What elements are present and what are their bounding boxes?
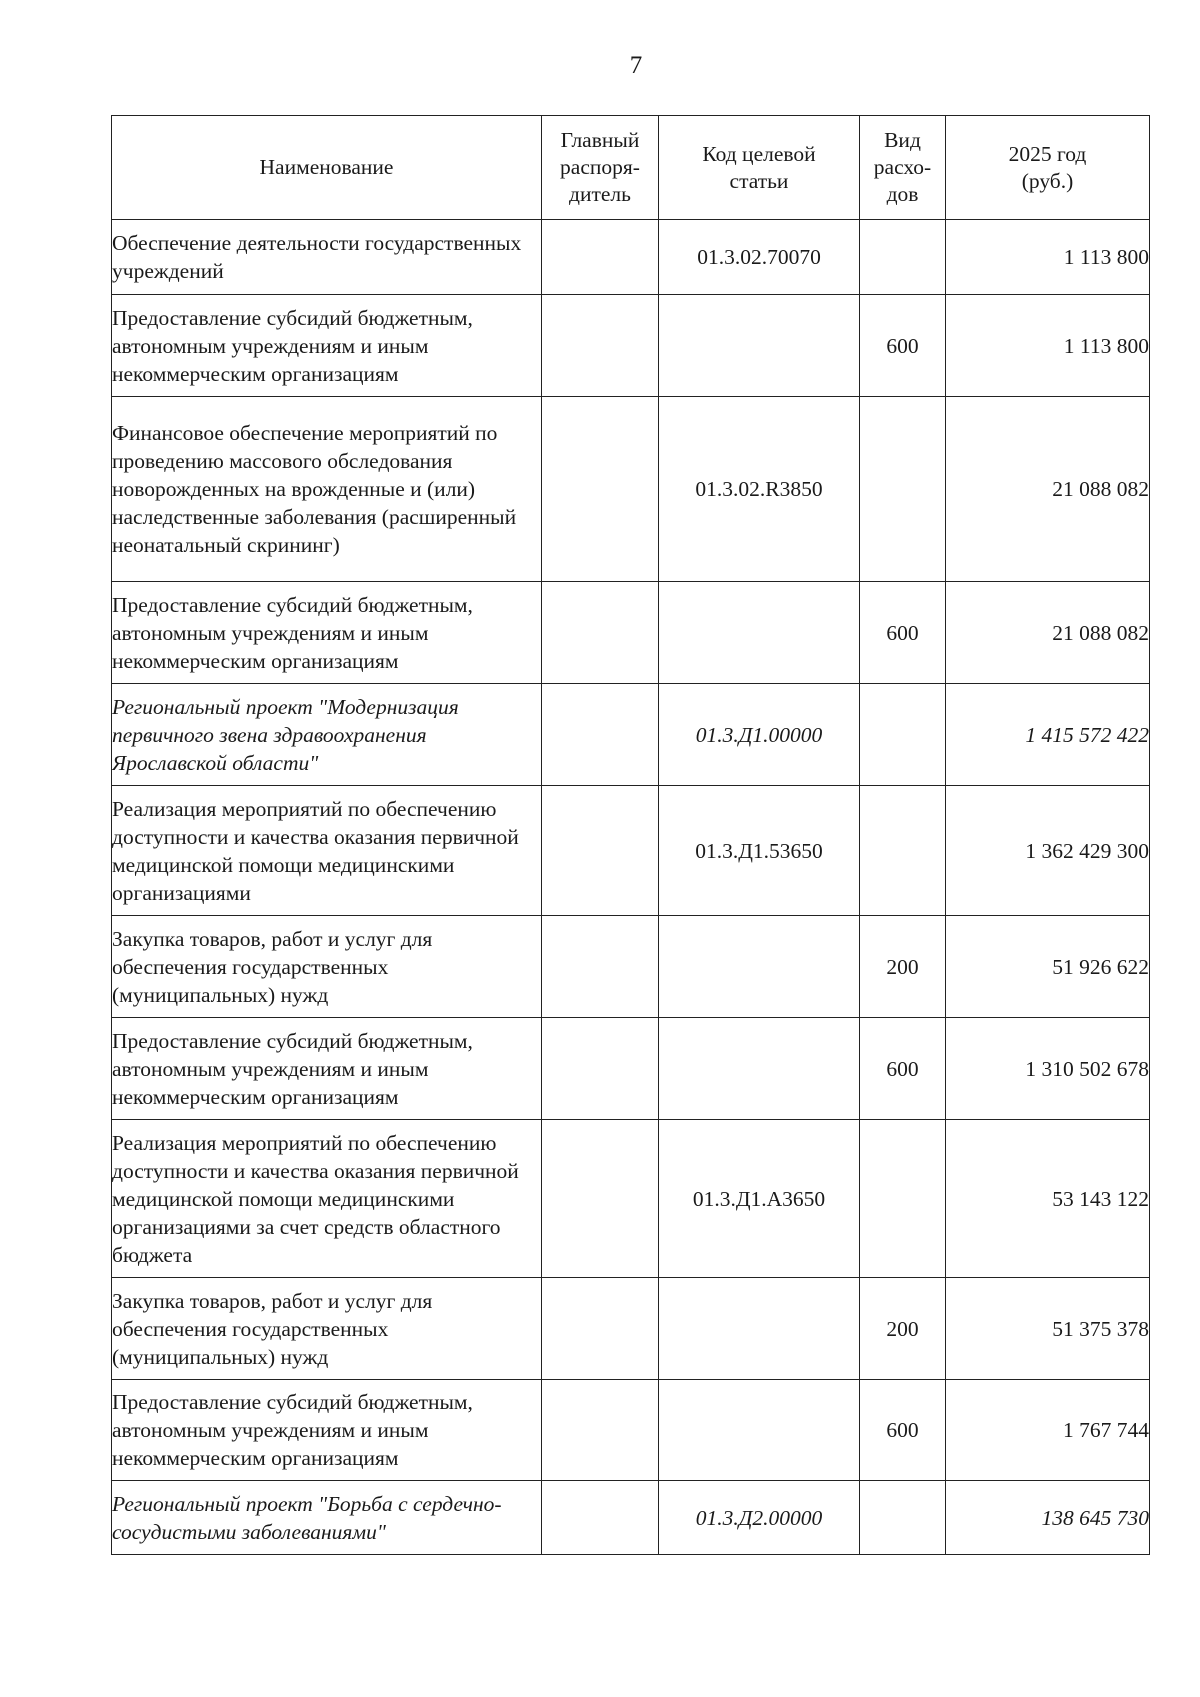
row-amount: 51 926 622 — [946, 916, 1150, 1018]
row-kind: 600 — [860, 582, 946, 684]
table-row — [112, 220, 1150, 295]
row-name: Финансовое обеспечение мероприятий по проведению массового обследования новорожденных на врожденные и (или) наследственные заболевания (расширенный неонатальный скрининг) — [112, 397, 542, 582]
page-number: 7 — [629, 52, 643, 79]
row-code — [659, 1278, 860, 1380]
row-amount: 1 113 800 — [946, 295, 1150, 397]
row-admin — [542, 916, 659, 1018]
row-admin — [542, 786, 659, 916]
row-kind: 200 — [860, 1278, 946, 1380]
table-row — [112, 295, 1150, 397]
table-row — [112, 786, 1150, 916]
budget-table — [111, 115, 1150, 1555]
table-row — [112, 1380, 1150, 1481]
row-admin — [542, 1380, 659, 1481]
row-code: 01.3.02.70070 — [659, 220, 860, 295]
table-row — [112, 1278, 1150, 1380]
row-admin — [542, 1018, 659, 1120]
row-admin — [542, 684, 659, 786]
row-code — [659, 1380, 860, 1481]
row-admin — [542, 397, 659, 582]
row-code: 01.3.02.R3850 — [659, 397, 860, 582]
row-kind — [860, 1481, 946, 1555]
row-amount: 1 310 502 678 — [946, 1018, 1150, 1120]
row-amount: 1 415 572 422 — [946, 684, 1150, 786]
row-code: 01.3.Д1.53650 — [659, 786, 860, 916]
row-name: Предоставление субсидий бюджетным, автономным учреждениям и иным некоммерческим организациям — [112, 1380, 542, 1481]
row-kind — [860, 786, 946, 916]
row-code: 01.3.Д2.00000 — [659, 1481, 860, 1555]
table-row — [112, 1120, 1150, 1278]
table-row — [112, 1018, 1150, 1120]
row-name: Предоставление субсидий бюджетным, автономным учреждениям и иным некоммерческим организациям — [112, 295, 542, 397]
row-name: Региональный проект "Модернизация первичного звена здравоохранения Ярославской области" — [112, 684, 542, 786]
row-kind — [860, 220, 946, 295]
header-amount: 2025 год (руб.) — [946, 116, 1150, 220]
row-kind: 600 — [860, 295, 946, 397]
row-code — [659, 295, 860, 397]
row-amount: 1 113 800 — [946, 220, 1150, 295]
row-amount: 138 645 730 — [946, 1481, 1150, 1555]
table-row — [112, 582, 1150, 684]
row-name: Предоставление субсидий бюджетным, автономным учреждениям и иным некоммерческим организациям — [112, 582, 542, 684]
row-name: Реализация мероприятий по обеспечению доступности и качества оказания первичной медицинской помощи медицинскими организациями — [112, 786, 542, 916]
row-name: Закупка товаров, работ и услуг для обеспечения государственных (муниципальных) нужд — [112, 916, 542, 1018]
row-code — [659, 1018, 860, 1120]
table-row-project — [112, 1481, 1150, 1555]
row-code — [659, 916, 860, 1018]
header-code: Код целевой статьи — [659, 116, 860, 220]
table-row-project — [112, 684, 1150, 786]
row-name: Закупка товаров, работ и услуг для обеспечения государственных (муниципальных) нужд — [112, 1278, 542, 1380]
row-admin — [542, 220, 659, 295]
row-kind — [860, 684, 946, 786]
header-admin: Главный распоря-дитель — [542, 116, 659, 220]
table-row — [112, 916, 1150, 1018]
row-kind — [860, 1120, 946, 1278]
row-code: 01.3.Д1.00000 — [659, 684, 860, 786]
row-name: Региональный проект "Борьба с сердечно-сосудистыми заболеваниями" — [112, 1481, 542, 1555]
row-name: Предоставление субсидий бюджетным, автономным учреждениям и иным некоммерческим организациям — [112, 1018, 542, 1120]
table-header-row — [112, 116, 1150, 220]
row-amount: 53 143 122 — [946, 1120, 1150, 1278]
row-kind — [860, 397, 946, 582]
row-admin — [542, 1120, 659, 1278]
header-kind: Вид расхо-дов — [860, 116, 946, 220]
row-admin — [542, 1481, 659, 1555]
row-code — [659, 582, 860, 684]
row-name: Обеспечение деятельности государственных учреждений — [112, 220, 542, 295]
row-kind: 600 — [860, 1380, 946, 1481]
row-amount: 51 375 378 — [946, 1278, 1150, 1380]
row-name: Реализация мероприятий по обеспечению доступности и качества оказания первичной медицинской помощи медицинскими организациями за счет средств областного бюджета — [112, 1120, 542, 1278]
row-admin — [542, 1278, 659, 1380]
row-kind: 600 — [860, 1018, 946, 1120]
row-admin — [542, 582, 659, 684]
row-amount: 1 362 429 300 — [946, 786, 1150, 916]
row-amount: 21 088 082 — [946, 582, 1150, 684]
table-row — [112, 397, 1150, 582]
row-kind: 200 — [860, 916, 946, 1018]
row-admin — [542, 295, 659, 397]
row-code: 01.3.Д1.А3650 — [659, 1120, 860, 1278]
row-amount: 21 088 082 — [946, 397, 1150, 582]
row-amount: 1 767 744 — [946, 1380, 1150, 1481]
header-name: Наименование — [112, 116, 542, 220]
